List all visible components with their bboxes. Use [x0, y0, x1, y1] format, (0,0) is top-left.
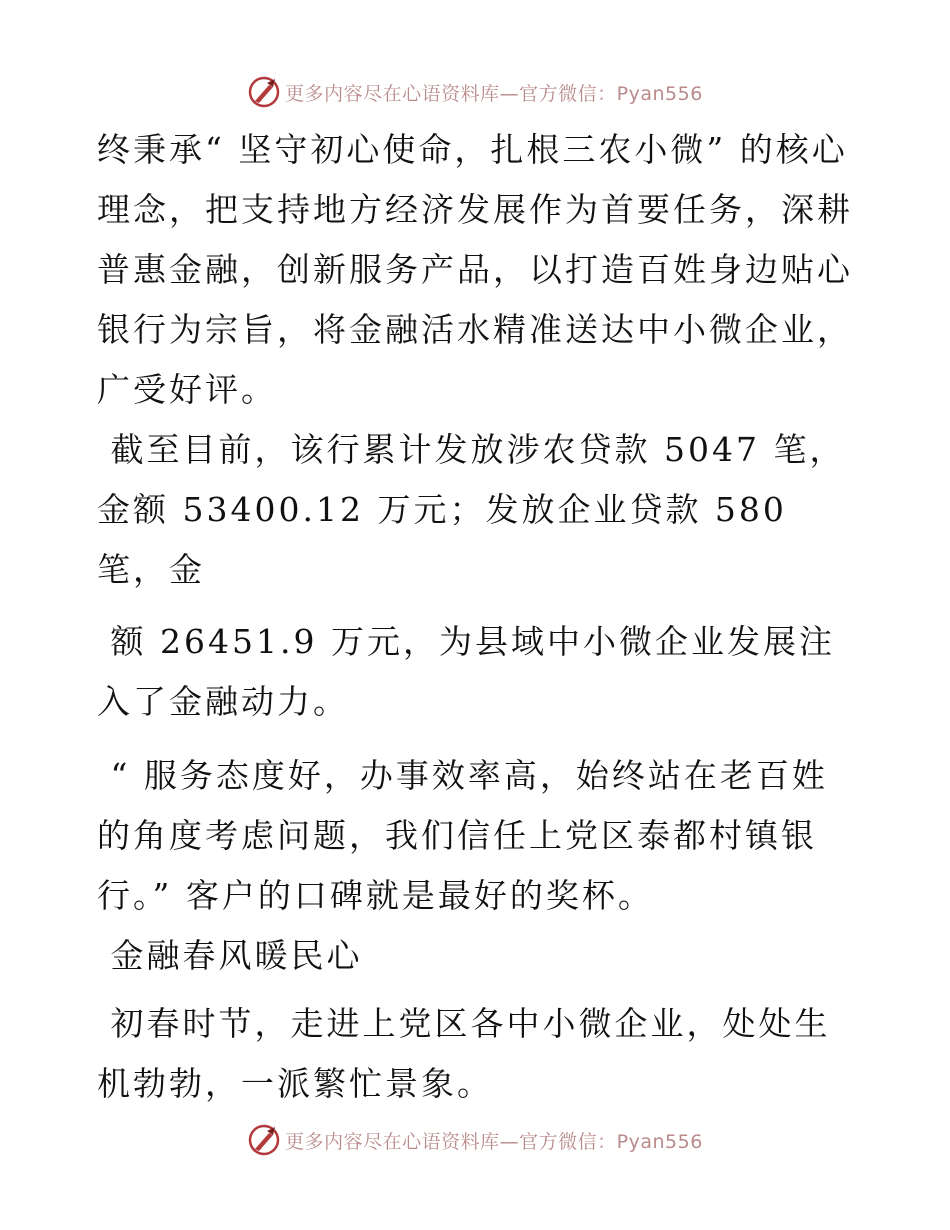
quill-pen-logo-icon	[247, 75, 281, 109]
paragraph-1: 终秉承“ 坚守初心使命，扎根三农小微” 的核心理念，把支持地方经济发展作为首要任务，深耕普惠金融，创新服务产品，以打造百姓身边贴心银行为宗旨，将金融活水精准送达中小微企业，广受好评。	[97, 130, 853, 409]
paragraph-5: 初春时节，走进上党区各中小微企业，处处生机勃勃，一派繁忙景象。	[97, 1004, 831, 1103]
section-heading: 金融春风暖民心	[97, 936, 363, 975]
paragraph-2a: 截至目前，该行累计发放涉农贷款 5047 笔，金额 53400.12 万元；发放企业贷款 580 笔，金	[97, 430, 846, 589]
paragraph-3: “ 服务态度好，办事效率高，始终站在老百姓的角度考虑问题，我们信任上党区泰都村镇银行。” 客户的口碑就是最好的奖杯。	[97, 756, 828, 915]
footer-banner	[0, 1120, 950, 1160]
article-body	[97, 120, 857, 1114]
paragraph-2b: 额 26451.9 万元，为县域中小微企业发展注入了金融动力。	[97, 622, 835, 721]
wechat-id: Pyan556	[616, 82, 703, 105]
footer-banner-text: 更多内容尽在心语资料库—官方微信：Pyan556	[285, 1130, 703, 1153]
header-banner	[0, 72, 950, 112]
header-banner-text: 更多内容尽在心语资料库—官方微信：Pyan556	[285, 82, 703, 105]
quill-pen-logo-icon	[247, 1123, 281, 1157]
wechat-id: Pyan556	[616, 1130, 703, 1153]
